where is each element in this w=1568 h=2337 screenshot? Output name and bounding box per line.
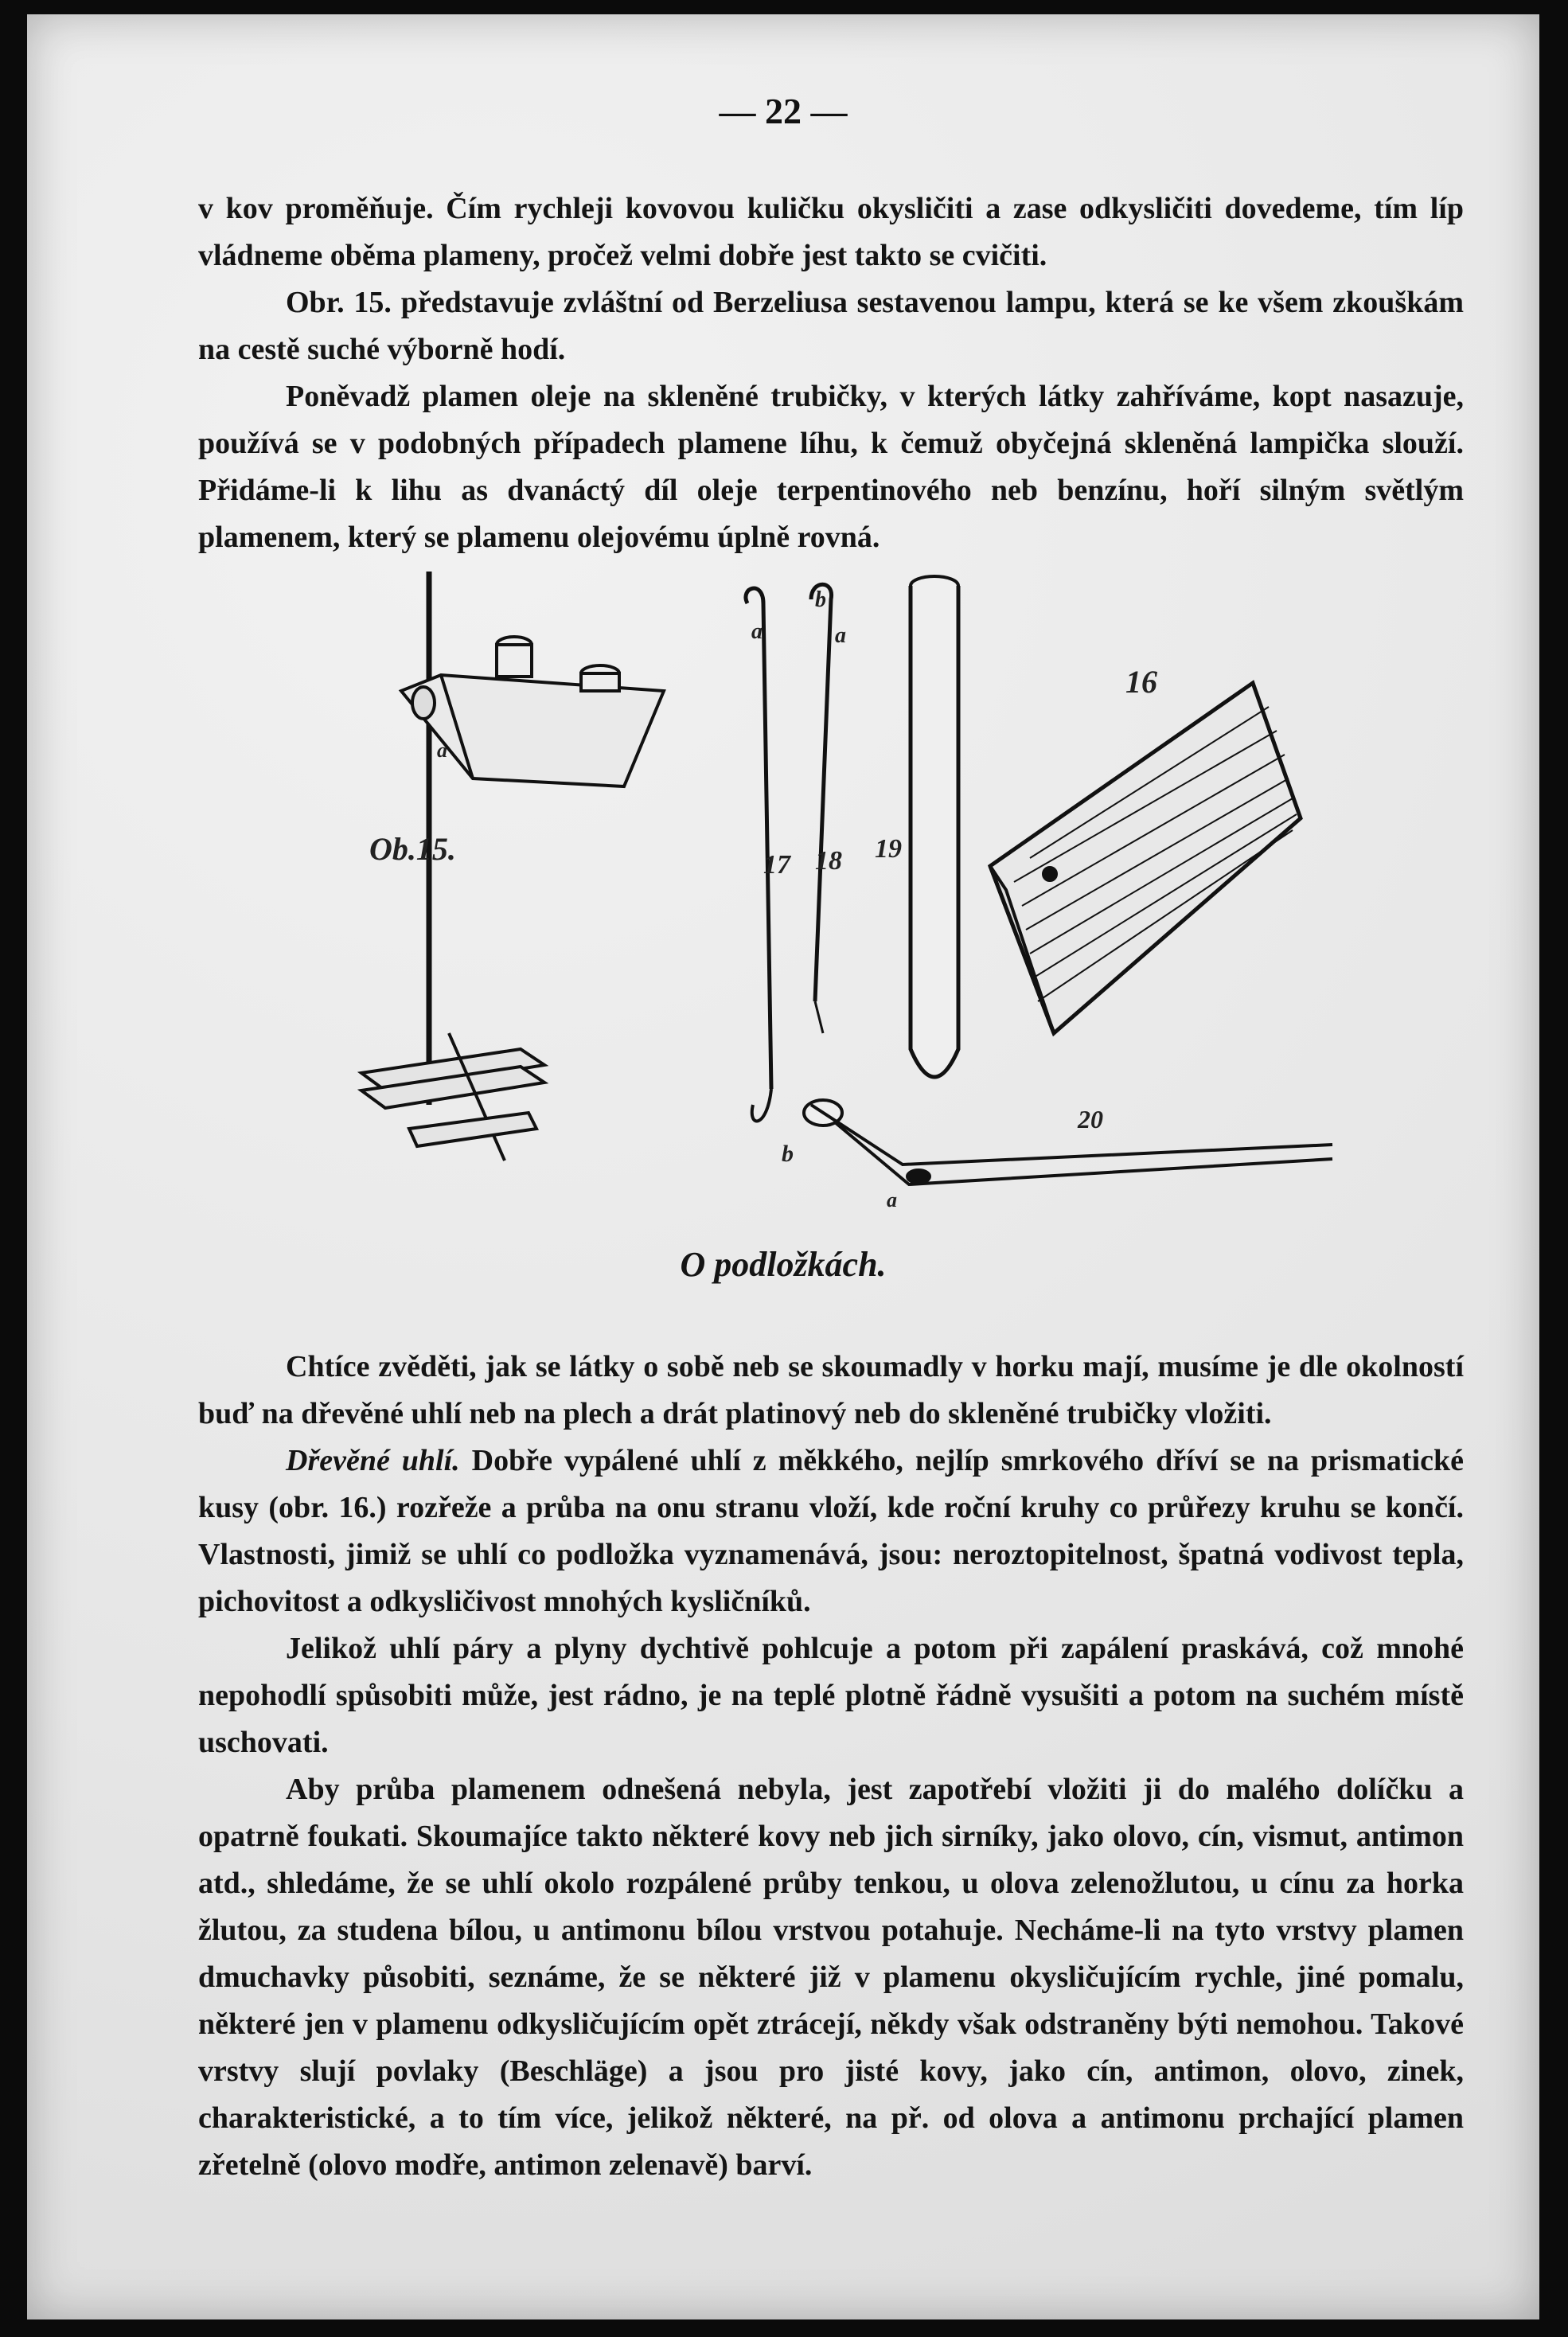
bent-tube-drawing: [804, 1100, 1332, 1184]
paragraph-obr15: Obr. 15. představuje zvláštní od Berzeliusa sestavenou lampu, která se ke všem zkouškám na cestě suché výborně hodí.: [198, 286, 1464, 366]
figure-illustration: [27, 556, 1539, 1240]
paragraph-podlozky: Chtíce zvěděti, jak se látky o sobě neb se skoumadly v horku mají, musíme je dle okolností buď na dřevěné uhlí neb na plech a drát platinový neb do skleněné trubičky vložiti.: [198, 1350, 1464, 1430]
figure-label-19: 19: [875, 834, 902, 864]
book-page: [27, 14, 1539, 2319]
figure-label-a2: a: [835, 623, 846, 648]
figure-label-c: a: [887, 1188, 897, 1211]
section-heading: O podložkách.: [680, 1245, 887, 1284]
paragraph-jelikoz: Jelikož uhlí páry a plyny dychtivě pohlcuje a potom při zapálení praskává, což mnohé nepohodlí spůsobiti může, jest rádno, je na teplé plotně řádně vysušiti a potom na suchém místě uschovati.: [198, 1632, 1464, 1759]
figure-label-b2: b: [782, 1141, 794, 1167]
figure-label-a: a: [751, 619, 763, 644]
figure-label-b: b: [815, 587, 826, 612]
paragraph-drevene-uhli: [198, 1438, 1464, 1625]
bottom-text-block: [198, 1344, 1464, 2189]
page-number: — 22 —: [719, 91, 848, 131]
charcoal-block-drawing: [990, 683, 1301, 1033]
paragraph-drevene-uhli-text: Dobře vypálené uhlí z měkkého, nejlíp smrkového dříví se na prismatické kusy (obr. 16.) rozřeže a průba na onu stranu vloží, kde roční kruhy co průřezy kruhu se končí. Vlastnosti, jimiž se uhlí co podložka vyznamenává, jsou: neroztopitelnost, špatná vodivost tepla, pichovitost a odkysličivost mnohých kysličníků.: [198, 1444, 1465, 1618]
paragraph-continuation: v kov proměňuje. Čím rychleji kovovou kuličku okysličiti a zase odkysličiti dovedeme, tím líp vládneme oběma plameny, pročež velmi dobře jest takto se cvičiti.: [198, 192, 1464, 272]
paragraph-plamen-oleje: Poněvadž plamen oleje na skleněné trubičky, v kterých látky zahříváme, kopt nasazuje, používá se v podobných případech plamene líhu, k čemuž obyčejná skleněná lampička slouží. Přidáme-li k lihu as dvanáctý díl oleje terpentinového neb benzínu, hoří silným světlým plamenem, který se plamenu olejovému úplně rovná.: [198, 380, 1464, 554]
figure-label-16: 16: [1125, 664, 1157, 700]
paragraph-aby-pruba: Aby průba plamenem odnešená nebyla, jest zapotřebí vložiti ji do malého dolíčku a opatrně foukati. Skoumajíce takto některé kovy neb jich sirníky, jako olovo, cín, vismut, antimon atd., shledáme, že se uhlí okolo rozpálené průby tenkou, u olova zelenožlutou, u cínu za horka žlutou, za studena bílou, u antimonu bílou vrstvou potahuje. Necháme-li na tyto vrstvy plamen dmuchavky působiti, seznáme, že se některé již v plamenu okysličujícím rychle, jiné pomalu, některé jen v plamenu odkysličujícím opět ztrácejí, někdy však odstraněny býti nemohou. Takové vrstvy slují povlaky (Beschläge) a jsou pro jisté kovy, jako cín, antimon, olovo, zinek, charakteristické, a to tím více, jelikož některé, na př. od olova a antimonu prchající plamen zřetelně (olovo modře, antimon zelenavě) barví.: [198, 1773, 1464, 2182]
figure-label-15: Ob.15.: [369, 831, 456, 867]
figure-label-20: 20: [1078, 1105, 1103, 1133]
top-text-block: [198, 185, 1464, 561]
test-tube-drawing: [911, 576, 958, 1077]
wire-holder-drawing: [811, 584, 832, 1033]
figure-label-d: a: [437, 739, 447, 762]
figures-15-20: [27, 556, 1539, 1240]
term-drevene-uhli: Dřevěné uhlí.: [286, 1444, 460, 1477]
figure-label-18: 18: [815, 846, 842, 876]
figure-label-17: 17: [763, 850, 790, 880]
